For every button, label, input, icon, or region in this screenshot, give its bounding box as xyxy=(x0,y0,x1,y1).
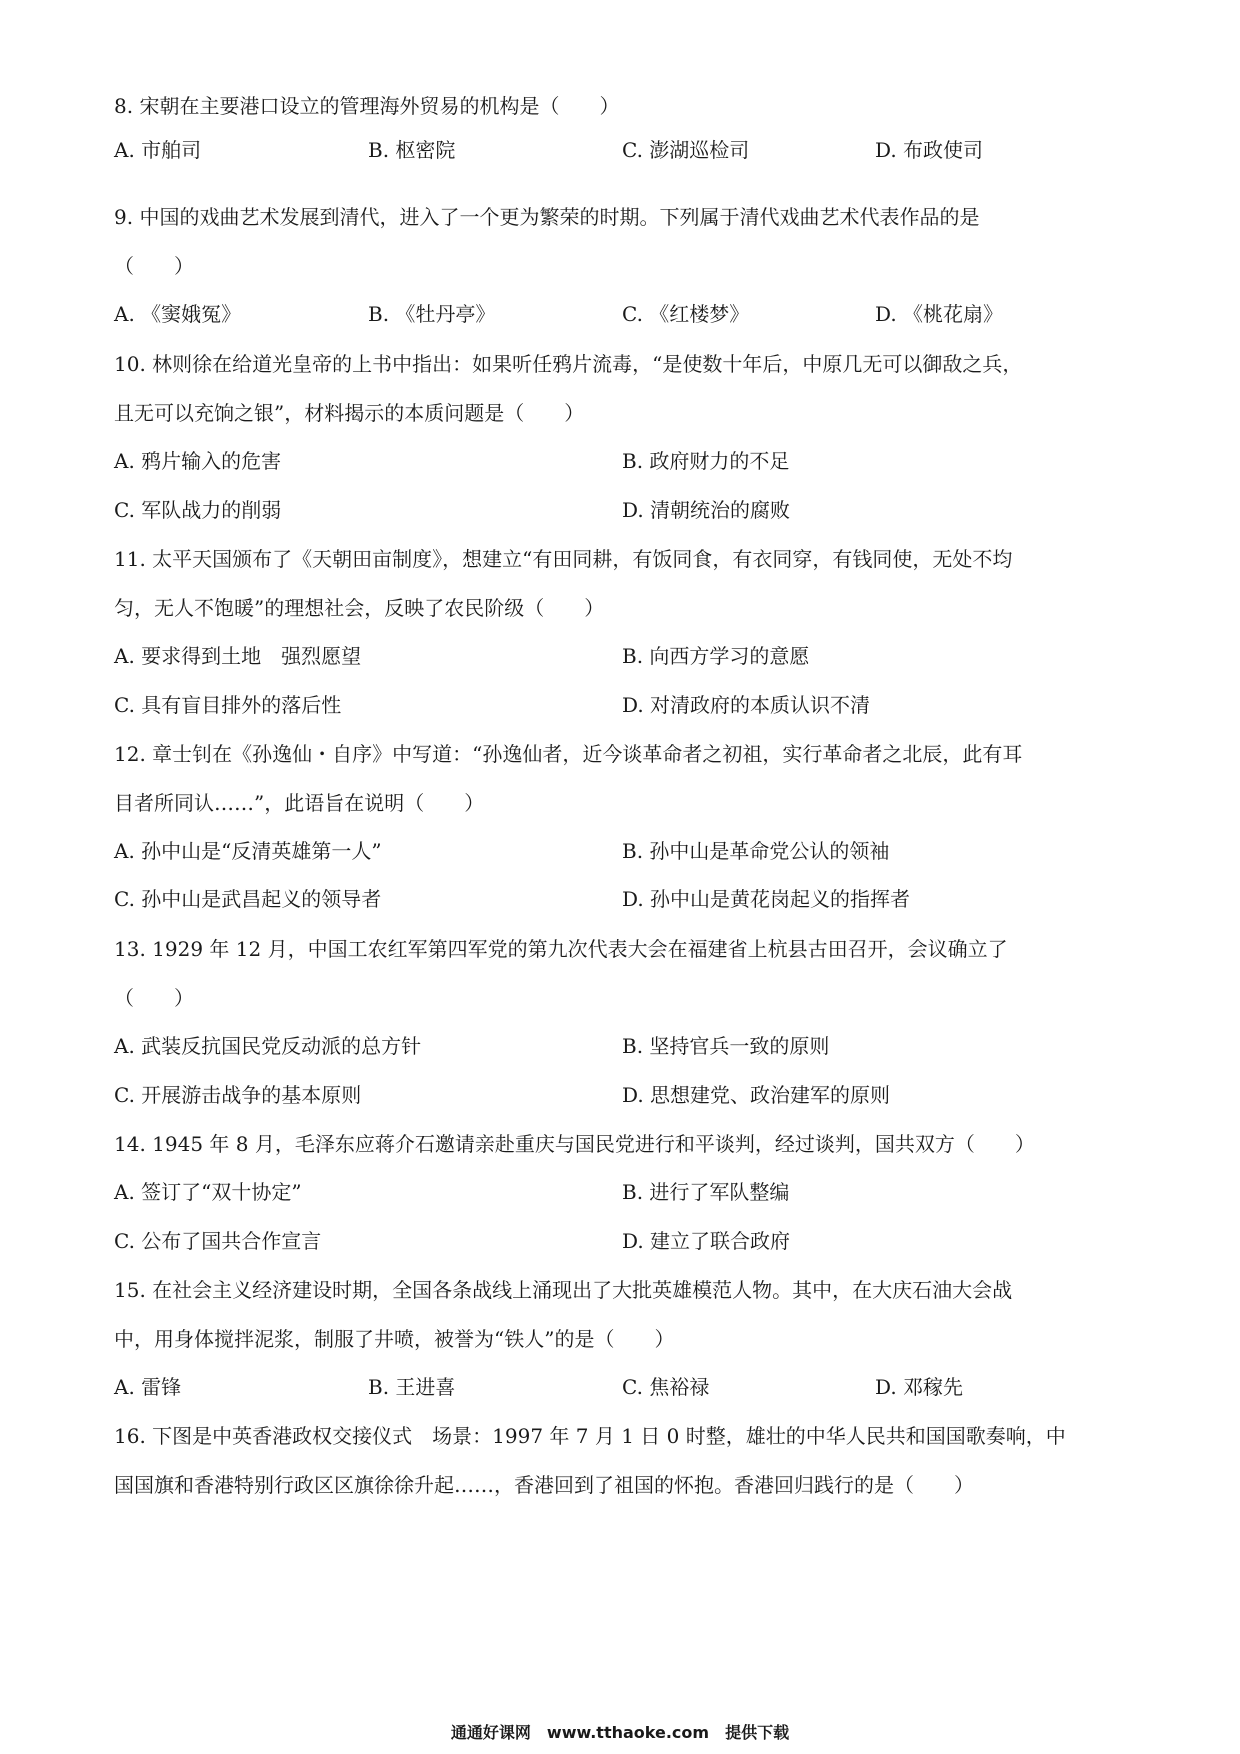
question-11-option-a: A. 要求得到土地 强烈愿望 xyxy=(114,644,362,668)
question-12-option-a: A. 孙中山是“反清英雄第一人” xyxy=(114,839,382,863)
question-13-option-a: A. 武装反抗国民党反动派的总方针 xyxy=(114,1034,422,1058)
question-12-option-c: C. 孙中山是武昌起义的领导者 xyxy=(114,887,382,911)
question-12-stem-line-2: 目者所同认……”，此语旨在说明（ ） xyxy=(114,791,485,815)
question-8-option-a: A. 市舶司 xyxy=(114,138,202,162)
question-14-option-b: B. 进行了军队整编 xyxy=(622,1180,790,1204)
question-11-option-c: C. 具有盲目排外的落后性 xyxy=(114,693,342,717)
question-16-stem-line-1: 16. 下图是中英香港政权交接仪式 场景：1997 年 7 月 1 日 0 时整，雄壮的中华人民共和国国歌奏响，中 xyxy=(114,1424,1066,1448)
question-14-option-d: D. 建立了联合政府 xyxy=(622,1229,791,1253)
question-10-option-a: A. 鸦片输入的危害 xyxy=(114,449,282,473)
question-15-stem-line-2: 中，用身体搅拌泥浆，制服了井喷，被誉为“铁人”的是（ ） xyxy=(114,1327,675,1351)
question-9-option-c: C. 《红楼梦》 xyxy=(622,302,750,326)
question-12-stem-line-1: 12. 章士钊在《孙逸仙・自序》中写道：“孙逸仙者，近今谈革命者之初祖，实行革命者之北辰，此有耳 xyxy=(114,742,1023,766)
question-15-option-c: C. 焦裕禄 xyxy=(622,1375,710,1399)
question-8-option-b: B. 枢密院 xyxy=(368,138,456,162)
question-11-stem-line-2: 匀，无人不饱暖”的理想社会，反映了农民阶级（ ） xyxy=(114,596,605,620)
question-10-option-d: D. 清朝统治的腐败 xyxy=(622,498,791,522)
question-14-option-c: C. 公布了国共合作宣言 xyxy=(114,1229,322,1253)
question-9-option-a: A. 《窦娥冤》 xyxy=(114,302,242,326)
question-10-option-c: C. 军队战力的削弱 xyxy=(114,498,282,522)
question-15-option-a: A. 雷锋 xyxy=(114,1375,182,1399)
question-11-option-d: D. 对清政府的本质认识不清 xyxy=(622,693,871,717)
question-10-stem-line-1: 10. 林则徐在给道光皇帝的上书中指出：如果听任鸦片流毒，“是使数十年后，中原几无可以御敌之兵， xyxy=(114,352,1023,376)
question-15-option-b: B. 王进喜 xyxy=(368,1375,456,1399)
question-9-stem-line-2: （ ） xyxy=(114,254,194,278)
question-8-option-d: D. 布政使司 xyxy=(875,138,984,162)
question-13-stem-line-1: 13. 1929 年 12 月，中国工农红军第四军党的第九次代表大会在福建省上杭县古田召开，会议确立了 xyxy=(114,937,1008,961)
question-16-stem-line-2: 国国旗和香港特别行政区区旗徐徐升起……，香港回到了祖国的怀抱。香港回归践行的是（ ） xyxy=(114,1473,974,1497)
question-9-option-b: B. 《牡丹亭》 xyxy=(368,302,496,326)
question-9-stem-line-1: 9. 中国的戏曲艺术发展到清代，进入了一个更为繁荣的时期。下列属于清代戏曲艺术代表作品的是 xyxy=(114,205,980,229)
question-13-option-b: B. 坚持官兵一致的原则 xyxy=(622,1034,830,1058)
question-14-stem: 14. 1945 年 8 月，毛泽东应蒋介石邀请亲赴重庆与国民党进行和平谈判，经过谈判，国共双方（ ） xyxy=(114,1132,1035,1156)
question-13-option-c: C. 开展游击战争的基本原则 xyxy=(114,1083,362,1107)
question-12-option-b: B. 孙中山是革命党公认的领袖 xyxy=(622,839,890,863)
question-8-option-c: C. 澎湖巡检司 xyxy=(622,138,750,162)
footer-source-note: 通通好课网 www.tthaoke.com 提供下载 xyxy=(450,1723,790,1742)
question-9-option-d: D. 《桃花扇》 xyxy=(875,302,1004,326)
question-15-stem-line-1: 15. 在社会主义经济建设时期，全国各条战线上涌现出了大批英雄模范人物。其中，在大庆石油大会战 xyxy=(114,1278,1013,1302)
question-12-option-d: D. 孙中山是黄花岗起义的指挥者 xyxy=(622,887,911,911)
question-14-option-a: A. 签订了“双十协定” xyxy=(114,1180,302,1204)
question-11-option-b: B. 向西方学习的意愿 xyxy=(622,644,810,668)
question-15-option-d: D. 邓稼先 xyxy=(875,1375,964,1399)
question-10-option-b: B. 政府财力的不足 xyxy=(622,449,790,473)
question-10-stem-line-2: 且无可以充饷之银”，材料揭示的本质问题是（ ） xyxy=(114,401,585,425)
question-13-stem-line-2: （ ） xyxy=(114,986,194,1010)
question-11-stem-line-1: 11. 太平天国颁布了《天朝田亩制度》，想建立“有田同耕，有饭同食，有衣同穿，有钱同使，无处不均 xyxy=(114,547,1013,571)
question-8-stem: 8. 宋朝在主要港口设立的管理海外贸易的机构是（ ） xyxy=(114,94,620,118)
question-13-option-d: D. 思想建党、政治建军的原则 xyxy=(622,1083,891,1107)
